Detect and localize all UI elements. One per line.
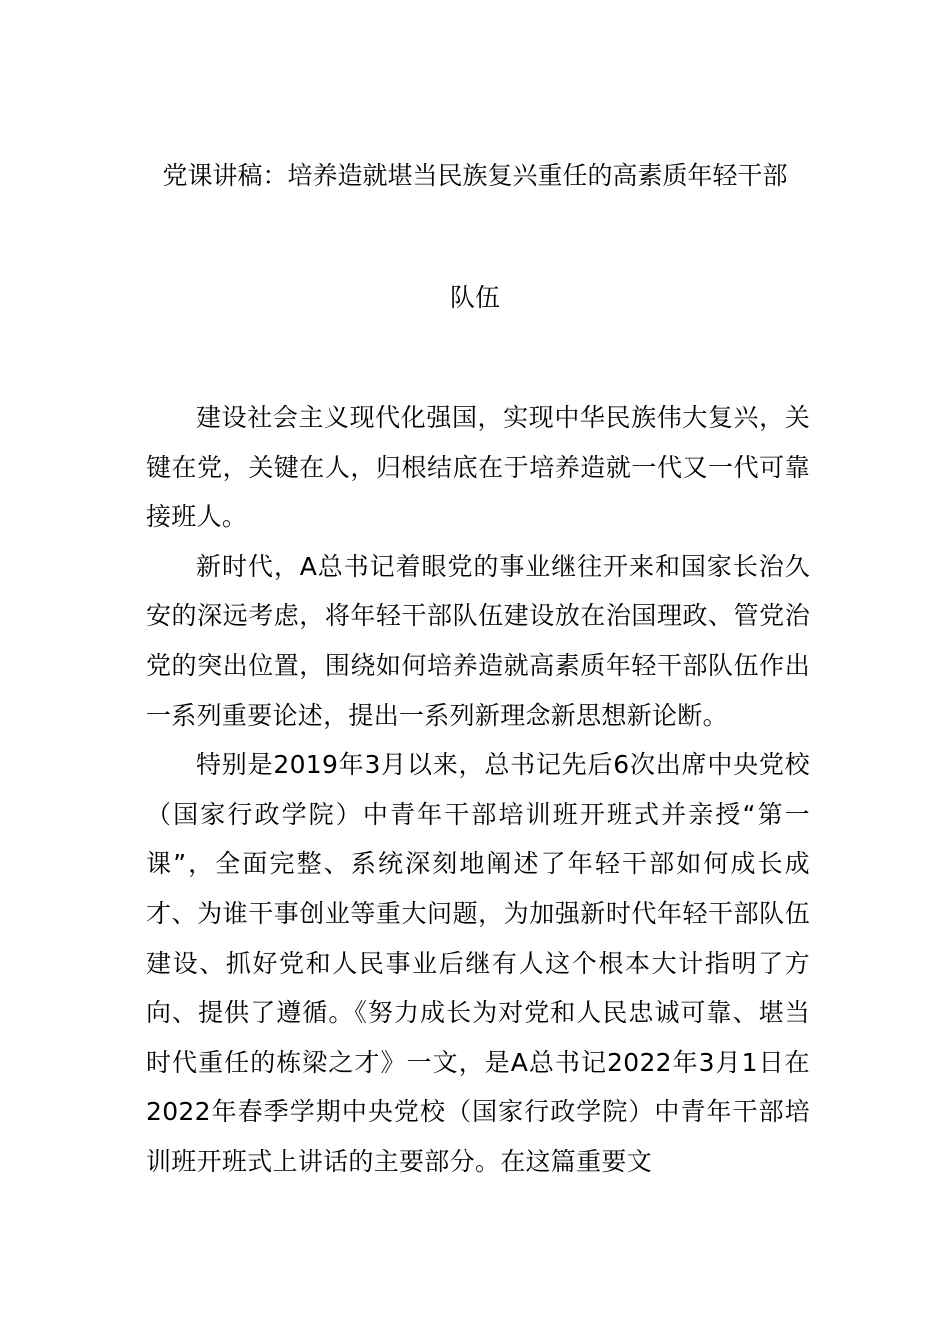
paragraph-1: 建设社会主义现代化强国，实现中华民族伟大复兴，关键在党，关键在人，归根结底在于培养造就一代又一代可靠接班人。 (146, 403, 810, 532)
paragraph-3: 特别是2019年3月以来，总书记先后6次出席中央党校（国家行政学院）中青年干部培训班开班式并亲授“第一课”，全面完整、系统深刻地阐述了年轻干部如何成长成才、为谁干事创业等重大问题，为加强新时代年轻干部队伍建设、抓好党和人民事业后继有人这个根本大计指明了方向、提供了遵循。《努力成长为对党和人民忠诚可靠、堪当时代重任的栋梁之才》一文，是A总书记2022年3月1日在2022年春季学期中央党校（国家行政学院）中青年干部培训班开班式上讲话的主要部分。在这篇重要文 (146, 750, 810, 1176)
paragraph-2: 新时代，A总书记着眼党的事业继往开来和国家长治久安的深远考虑，将年轻干部队伍建设放在治国理政、管党治党的突出位置，围绕如何培养造就高素质年轻干部队伍作出一系列重要论述，提出一系列新理念新思想新论断。 (146, 551, 810, 730)
document-body (146, 393, 810, 1187)
document-title-line-1: 党课讲稿：培养造就堪当民族复兴重任的高素质年轻干部 (162, 161, 788, 190)
document-title-line-2: 队伍 (449, 283, 500, 312)
